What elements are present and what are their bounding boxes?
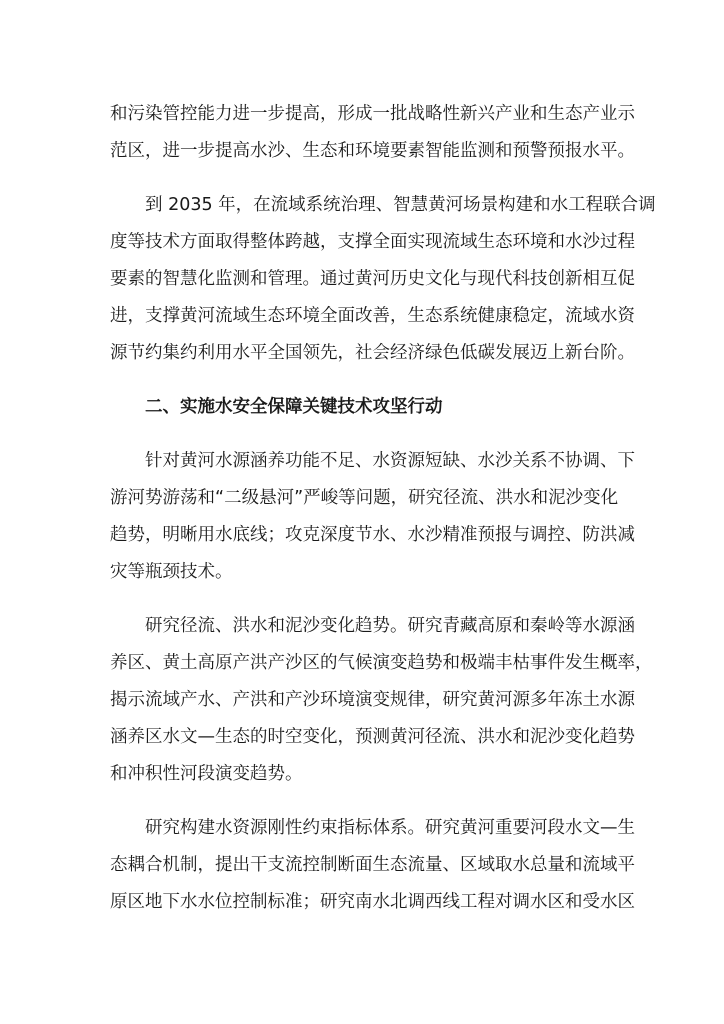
text-line: 和污染管控能力进一步提高，形成一批战略性新兴产业和生态产业示 xyxy=(110,104,635,124)
text-line: 针对黄河水源涵养功能不足、水资源短缺、水沙关系不协调、下 xyxy=(145,451,635,471)
document-body xyxy=(110,96,656,938)
paragraph-3 xyxy=(110,443,635,591)
text-line: 养区、黄土高原产洪产沙区的气候演变趋势和极端丰枯事件发生概率， xyxy=(110,653,653,673)
text-line: 原区地下水水位控制标准；研究南水北调西线工程对调水区和受水区 xyxy=(110,892,635,912)
text-line: 要素的智慧化监测和管理。通过黄河历史文化与现代科技创新相互促 xyxy=(110,269,635,289)
paragraph-4 xyxy=(110,608,653,793)
text-line: 进，支撑黄河流域生态环境全面改善，生态系统健康稳定，流域水资 xyxy=(110,306,635,326)
text-line: 态耦合机制，提出干支流控制断面生态流量、区域取水总量和流域平 xyxy=(110,855,635,875)
text-line: 揭示流域产水、产洪和产沙环境演变规律，研究黄河源多年冻土水源 xyxy=(110,690,635,710)
text-line: 范区，进一步提高水沙、生态和环境要素智能监测和预警预报水平。 xyxy=(110,141,635,161)
paragraph-2 xyxy=(110,187,656,372)
paragraph-1 xyxy=(110,96,635,170)
text-line: 和冲积性河段演变趋势。 xyxy=(110,764,303,784)
text-line: 趋势，明晰用水底线；攻克深度节水、水沙精准预报与调控、防洪减 xyxy=(110,525,635,545)
text-line: 研究径流、洪水和泥沙变化趋势。研究青藏高原和秦岭等水源涵 xyxy=(145,616,635,636)
text-line: 研究构建水资源刚性约束指标体系。研究黄河重要河段水文—生 xyxy=(145,818,635,838)
section-heading xyxy=(110,389,620,426)
text-line: 涵养区水文—生态的时空变化，预测黄河径流、洪水和泥沙变化趋势 xyxy=(110,727,635,747)
text-line: 游河势游荡和“二级悬河”严峻等问题，研究径流、洪水和泥沙变化 xyxy=(110,488,619,508)
text-line: 度等技术方面取得整体跨越，支撑全面实现流域生态环境和水沙过程 xyxy=(110,232,635,252)
heading-text: 二、实施水安全保障关键技术攻坚行动 xyxy=(145,397,443,417)
text-line: 到 2035 年，在流域系统治理、智慧黄河场景构建和水工程联合调 xyxy=(145,195,656,215)
text-line: 灾等瓶颈技术。 xyxy=(110,562,233,582)
paragraph-5 xyxy=(110,810,635,921)
text-line: 源节约集约利用水平全国领先，社会经济绿色低碳发展迈上新台阶。 xyxy=(110,343,635,363)
